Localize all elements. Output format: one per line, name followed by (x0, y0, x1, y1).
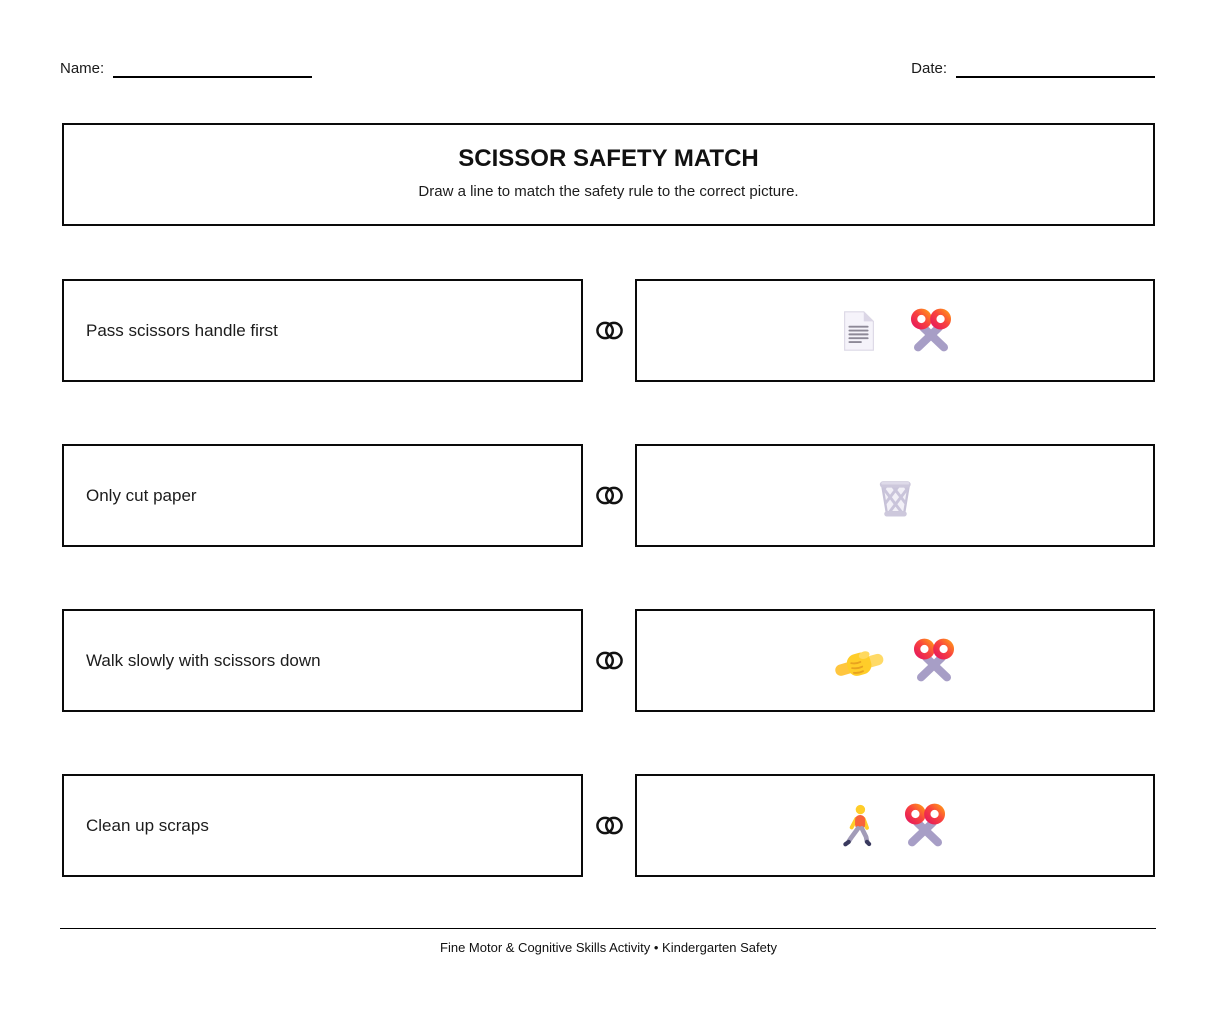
connector (583, 774, 635, 877)
linked-rings-icon (595, 649, 624, 672)
title-card (62, 123, 1155, 226)
header (60, 60, 1155, 78)
date-field (911, 60, 1155, 78)
page-document-icon (836, 308, 882, 354)
scissors-icon (908, 308, 954, 354)
footer-text: Fine Motor & Cognitive Skills Activity • Kindergarten Safety (440, 940, 777, 955)
match-row (62, 279, 1155, 382)
rule-box[interactable] (62, 609, 583, 712)
rule-box[interactable] (62, 279, 583, 382)
picture-box[interactable] (635, 609, 1155, 712)
match-row (62, 609, 1155, 712)
instructions: Draw a line to match the safety rule to the correct picture. (418, 183, 799, 200)
connector (583, 279, 635, 382)
connector (583, 609, 635, 712)
scissors-icon (911, 638, 957, 684)
linked-rings-icon (595, 319, 624, 342)
connector (583, 444, 635, 547)
footer-divider (60, 928, 1156, 929)
linked-rings-icon (595, 484, 624, 507)
match-row (62, 774, 1155, 877)
name-field (60, 60, 312, 78)
picture-box[interactable] (635, 774, 1155, 877)
handshake-icon (833, 639, 885, 683)
rule-text: Walk slowly with scissors down (86, 650, 321, 670)
date-input-line[interactable] (956, 61, 1155, 78)
name-label: Name: (60, 60, 105, 77)
name-input-line[interactable] (113, 61, 312, 78)
wastebasket-icon (872, 472, 919, 519)
date-label: Date: (911, 60, 947, 77)
rule-text: Pass scissors handle first (86, 320, 278, 340)
match-row (62, 444, 1155, 547)
picture-box[interactable] (635, 279, 1155, 382)
linked-rings-icon (595, 814, 624, 837)
scissors-icon (902, 803, 948, 849)
rule-text: Clean up scraps (86, 815, 209, 835)
picture-box[interactable] (635, 444, 1155, 547)
person-walking-icon (842, 803, 876, 848)
rule-box[interactable] (62, 774, 583, 877)
page-title: SCISSOR SAFETY MATCH (458, 145, 759, 172)
rule-box[interactable] (62, 444, 583, 547)
rule-text: Only cut paper (86, 485, 197, 505)
